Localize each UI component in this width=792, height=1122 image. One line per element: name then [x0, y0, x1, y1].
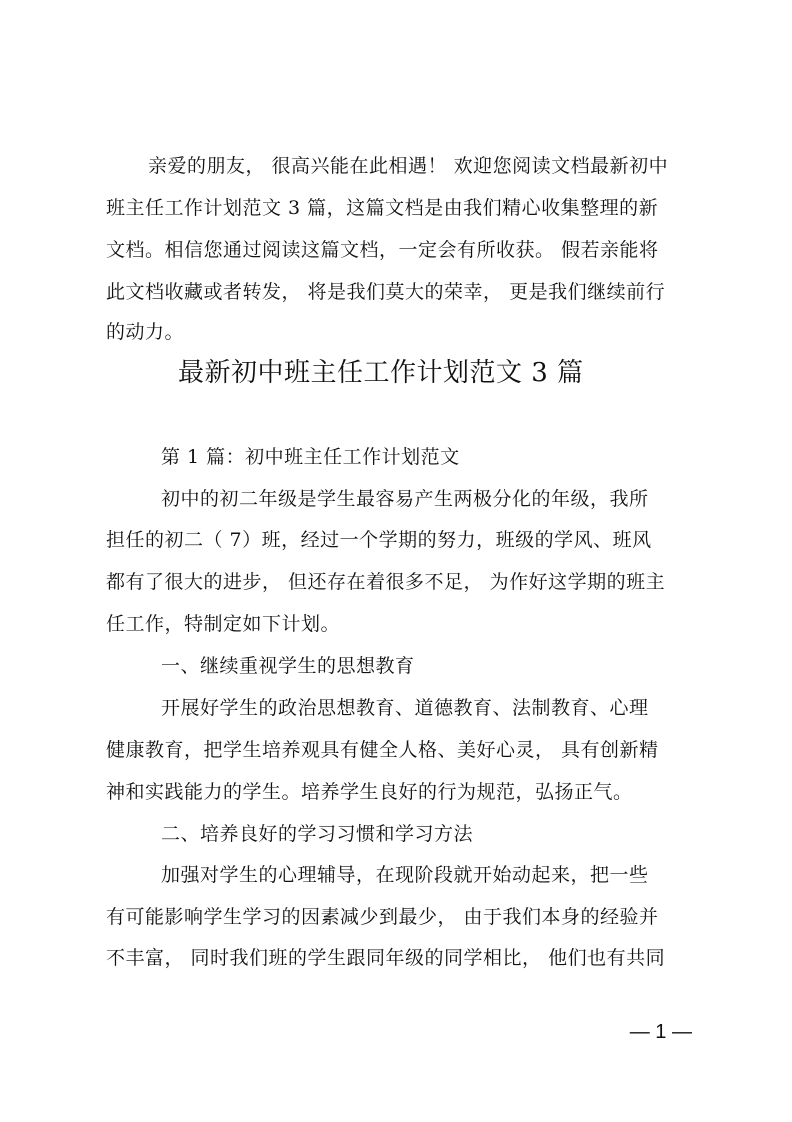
- body-line-2: 担任的初二（ 7）班，经过一个学期的努力，班级的学风、班风: [106, 529, 652, 551]
- section-heading-part-1: 第 1 篇：初中班主任工作计划范文: [161, 446, 460, 468]
- intro-line-2: 班主任工作计划范文 3 篇，这篇文档是由我们精心收集整理的新: [106, 197, 659, 219]
- body-line-3: 都有了很大的进步， 但还存在着很多不足， 为作好这学期的班主: [106, 571, 666, 593]
- intro-line-5: 的动力。: [106, 321, 185, 343]
- intro-line-3: 文档。相信您通过阅读这篇文档，一定会有所收获。 假若亲能将: [106, 239, 659, 261]
- body-line-9: 有可能影响学生学习的因素减少到最少， 由于我们本身的经验并: [106, 906, 659, 928]
- document-title: 最新初中班主任工作计划范文 3 篇: [178, 358, 584, 388]
- body-line-7: 神和实践能力的学生。培养学生良好的行为规范，弘扬正气。: [106, 781, 633, 803]
- subheading-study-habits: 二、培养良好的学习习惯和学习方法: [161, 823, 474, 845]
- body-line-1: 初中的初二年级是学生最容易产生两极分化的年级，我所: [161, 488, 649, 510]
- body-line-10: 不丰富， 同时我们班的学生跟同年级的同学相比， 他们也有共同: [106, 947, 666, 969]
- body-line-6: 健康教育，把学生培养观具有健全人格、美好心灵， 具有创新精: [106, 739, 659, 761]
- body-line-4: 任工作，特制定如下计划。: [106, 613, 341, 635]
- page-number: — 1 —: [629, 1021, 692, 1043]
- intro-line-1: 亲爱的朋友， 很高兴能在此相遇！ 欢迎您阅读文档最新初中: [148, 155, 669, 177]
- body-line-5: 开展好学生的政治思想教育、道德教育、法制教育、心理: [161, 697, 649, 719]
- body-line-8: 加强对学生的心理辅导，在现阶段就开始动起来，把一些: [161, 864, 649, 886]
- subheading-thought-education: 一、继续重视学生的思想教育: [161, 655, 415, 677]
- intro-line-4: 此文档收藏或者转发， 将是我们莫大的荣幸， 更是我们继续前行: [106, 281, 666, 303]
